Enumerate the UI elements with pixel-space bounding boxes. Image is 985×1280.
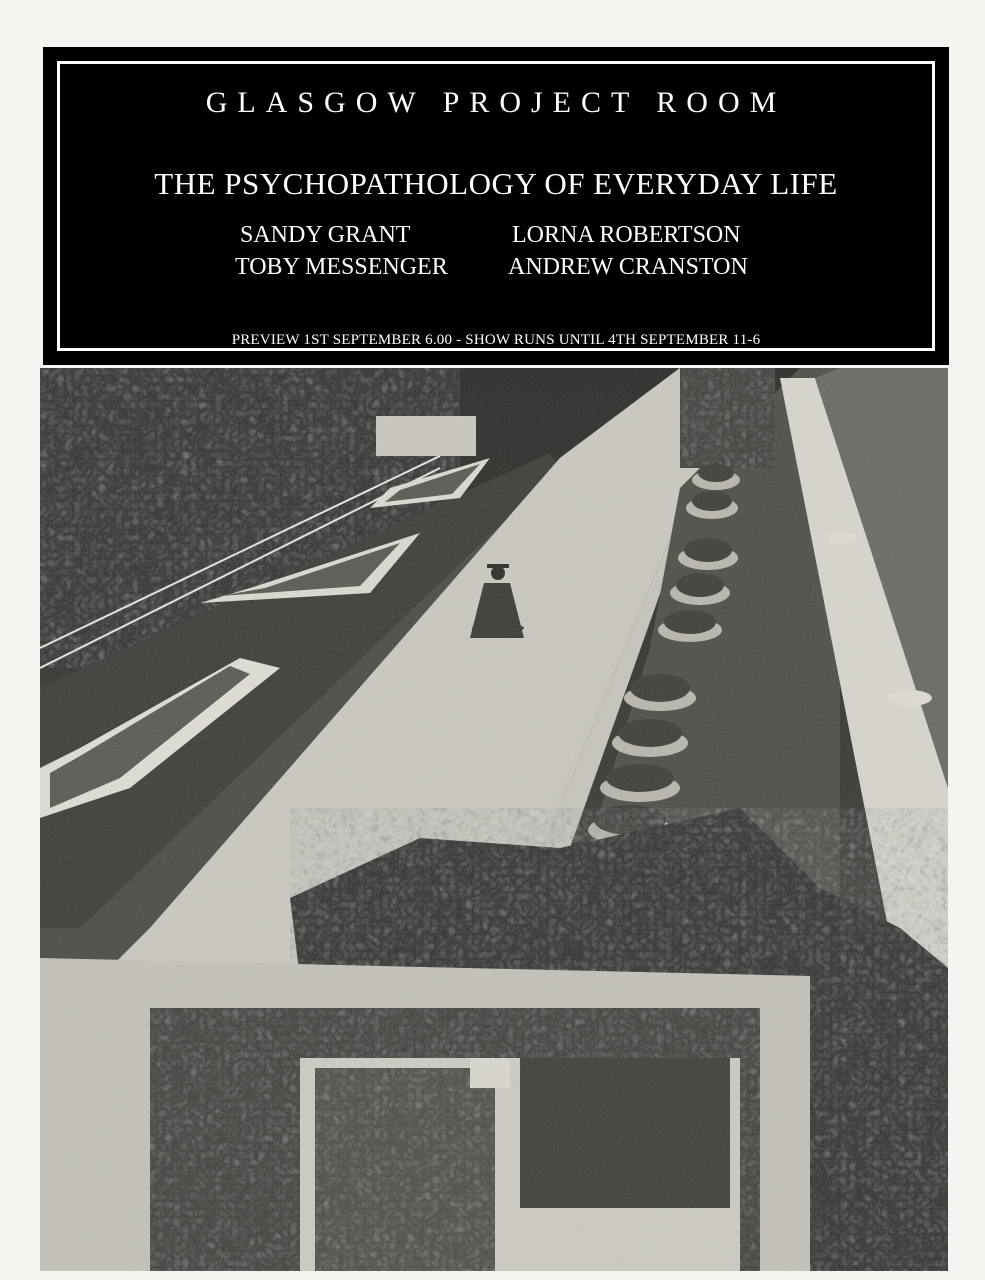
artist-list — [60, 222, 932, 292]
header-panel — [43, 47, 949, 365]
artist-name: LORNA ROBERTSON — [512, 222, 741, 248]
artist-name: SANDY GRANT — [240, 222, 411, 248]
venue-name: GLASGOW PROJECT ROOM — [205, 86, 787, 119]
exhibition-title: THE PSYCHOPATHOLOGY OF EVERYDAY LIFE — [154, 166, 838, 201]
garden-terrace-photo — [40, 368, 948, 1271]
show-details: PREVIEW 1ST SEPTEMBER 6.00 - SHOW RUNS UNTIL 4TH SEPTEMBER 11-6 — [231, 332, 761, 348]
artist-name: ANDREW CRANSTON — [508, 254, 748, 280]
header-frame — [57, 61, 935, 351]
artist-name: TOBY MESSENGER — [235, 254, 448, 280]
